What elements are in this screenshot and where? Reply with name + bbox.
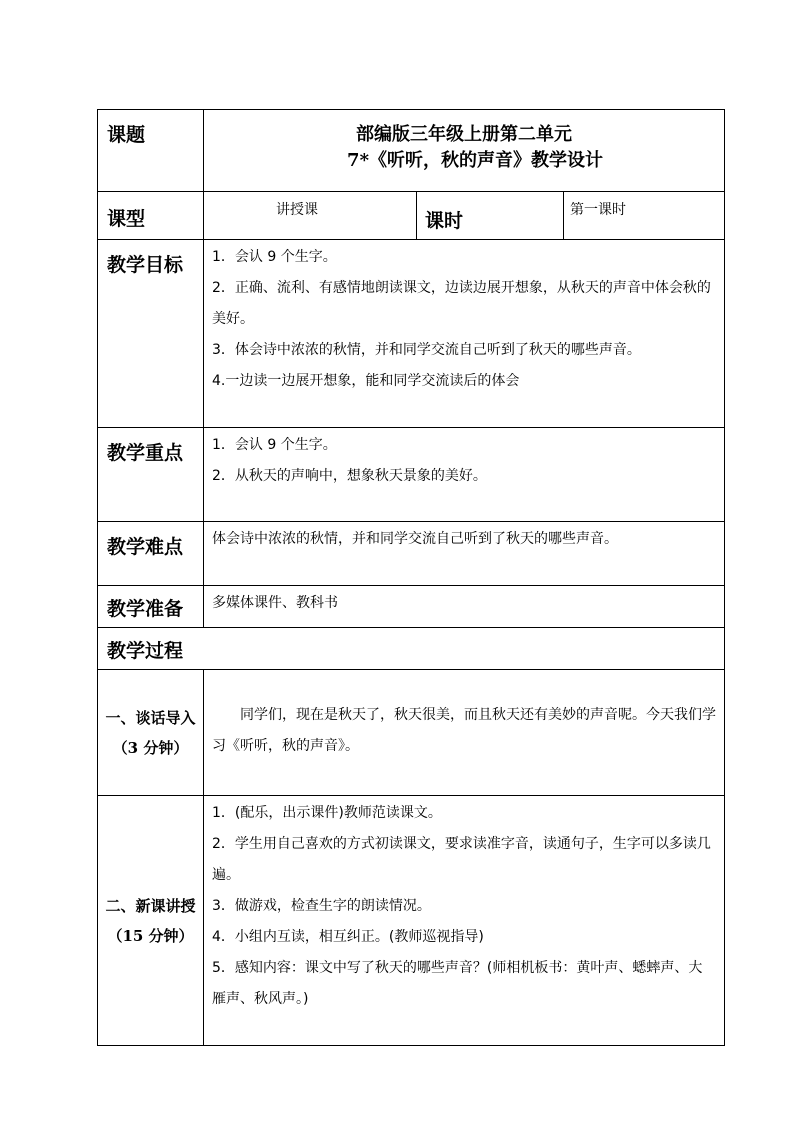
type-label: 课型 bbox=[98, 192, 204, 240]
preparation-label: 教学准备 bbox=[98, 586, 204, 628]
objective-item: 2．正确、流利、有感情地朗读课文，边读边展开想象，从秋天的声音中体会秋的美好。 bbox=[212, 280, 711, 327]
objectives-content bbox=[204, 240, 725, 428]
process-label: 教学过程 bbox=[98, 628, 725, 670]
stage1-duration: （3 分钟） bbox=[112, 738, 189, 757]
hour-label: 课时 bbox=[417, 192, 564, 240]
stage2-item: 3．做游戏，检查生字的朗读情况。 bbox=[212, 898, 431, 914]
difficulty-label: 教学难点 bbox=[98, 522, 204, 586]
stage2-title: 二、新课讲授 bbox=[105, 896, 196, 915]
objective-item: 1．会认 9 个生字。 bbox=[212, 249, 337, 265]
stage2-item: 4．小组内互读，相互纠正。(教师巡视指导) bbox=[212, 929, 484, 945]
key-points-label: 教学重点 bbox=[98, 428, 204, 522]
stage2-content bbox=[204, 796, 725, 1046]
stage1-title: 一、谈话导入 bbox=[105, 708, 196, 727]
topic-title-line2: 7*《听听，秋的声音》教学设计 bbox=[347, 150, 603, 171]
key-point-item: 1．会认 9 个生字。 bbox=[212, 437, 337, 453]
difficulty-text: 体会诗中浓浓的秋情，并和同学交流自己听到了秋天的哪些声音。 bbox=[204, 522, 725, 586]
stage2-title-cell bbox=[98, 796, 204, 1046]
objective-item: 3．体会诗中浓浓的秋情，并和同学交流自己听到了秋天的哪些声音。 bbox=[212, 342, 641, 358]
preparation-text: 多媒体课件、教科书 bbox=[204, 586, 725, 628]
stage1-text: 同学们，现在是秋天了，秋天很美，而且秋天还有美妙的声音呢。今天我们学习《听听，秋的声音》。 bbox=[212, 706, 716, 754]
stage2-item: 2．学生用自己喜欢的方式初读课文，要求读准字音，读通句子，生字可以多读几遍。 bbox=[212, 836, 711, 883]
stage1-title-cell bbox=[98, 670, 204, 796]
objectives-label: 教学目标 bbox=[98, 240, 204, 428]
topic-title-line1: 部编版三年级上册第二单元 bbox=[356, 124, 573, 145]
stage2-item: 5．感知内容：课文中写了秋天的哪些声音？(师相机板书：黄叶声、蟋蟀声、大雁声、秋风声。) bbox=[212, 960, 703, 1007]
stage1-content bbox=[204, 670, 725, 796]
objective-item: 4.一边读一边展开想象，能和同学交流读后的体会 bbox=[212, 373, 520, 389]
key-point-item: 2．从秋天的声响中，想象秋天景象的美好。 bbox=[212, 468, 487, 484]
stage2-duration: （15 分钟） bbox=[107, 926, 194, 945]
topic-label: 课题 bbox=[98, 110, 204, 192]
lesson-plan-table bbox=[97, 109, 725, 1046]
type-value: 讲授课 bbox=[204, 192, 417, 240]
key-points-content bbox=[204, 428, 725, 522]
topic-cell bbox=[204, 110, 725, 192]
hour-value: 第一课时 bbox=[564, 192, 725, 240]
stage2-item: 1．(配乐，出示课件)教师范读课文。 bbox=[212, 805, 442, 821]
